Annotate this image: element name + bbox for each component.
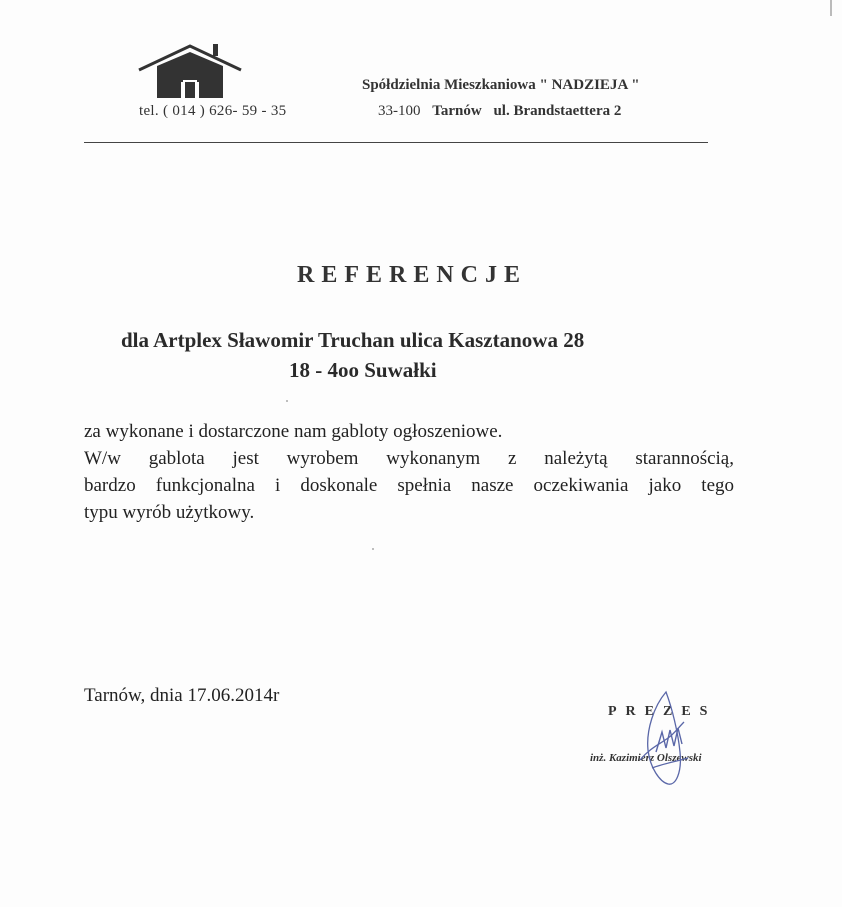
body-line-2: W/w gablota jest wyrobem wykonanym z należytą starannością,	[84, 448, 734, 469]
scan-speck	[372, 548, 374, 550]
body-paragraph-1: za wykonane i dostarczone nam gabloty ogłoszeniowe.	[84, 421, 503, 442]
scan-speck	[286, 400, 288, 402]
document-title	[0, 262, 842, 289]
body-line-3: bardzo funkcjonalna i doskonale spełnia nasze oczekiwania jako tego	[84, 475, 734, 496]
stamp-title: PREZES	[608, 704, 717, 719]
org-street: ul. Brandstaettera 2	[493, 103, 622, 119]
scan-edge-mark	[830, 0, 832, 16]
body-line-4: typu wyrób użytkowy.	[84, 502, 255, 523]
recipient-line-1: dla Artplex Sławomir Truchan ulica Kasztanowa 28	[121, 328, 585, 352]
header-divider	[84, 142, 708, 143]
recipient-line-2: 18 - 4oo Suwałki	[289, 358, 437, 382]
org-postal-code: 33-100	[378, 103, 421, 119]
document-title-text: REFERENCJE	[296, 262, 528, 288]
org-city: Tarnów	[432, 103, 482, 119]
org-address	[378, 103, 621, 120]
place-and-date: Tarnów, dnia 17.06.2014r	[84, 685, 280, 706]
org-phone: tel. ( 014 ) 626- 59 - 35	[139, 103, 287, 119]
house-roof-icon	[137, 42, 243, 100]
letter-body	[84, 418, 734, 526]
org-name: Spółdzielnia Mieszkaniowa " NADZIEJA "	[362, 77, 640, 93]
handwritten-signature-icon	[632, 688, 696, 788]
stamp-name: inż. Kazimierz Olszewski	[590, 752, 702, 764]
